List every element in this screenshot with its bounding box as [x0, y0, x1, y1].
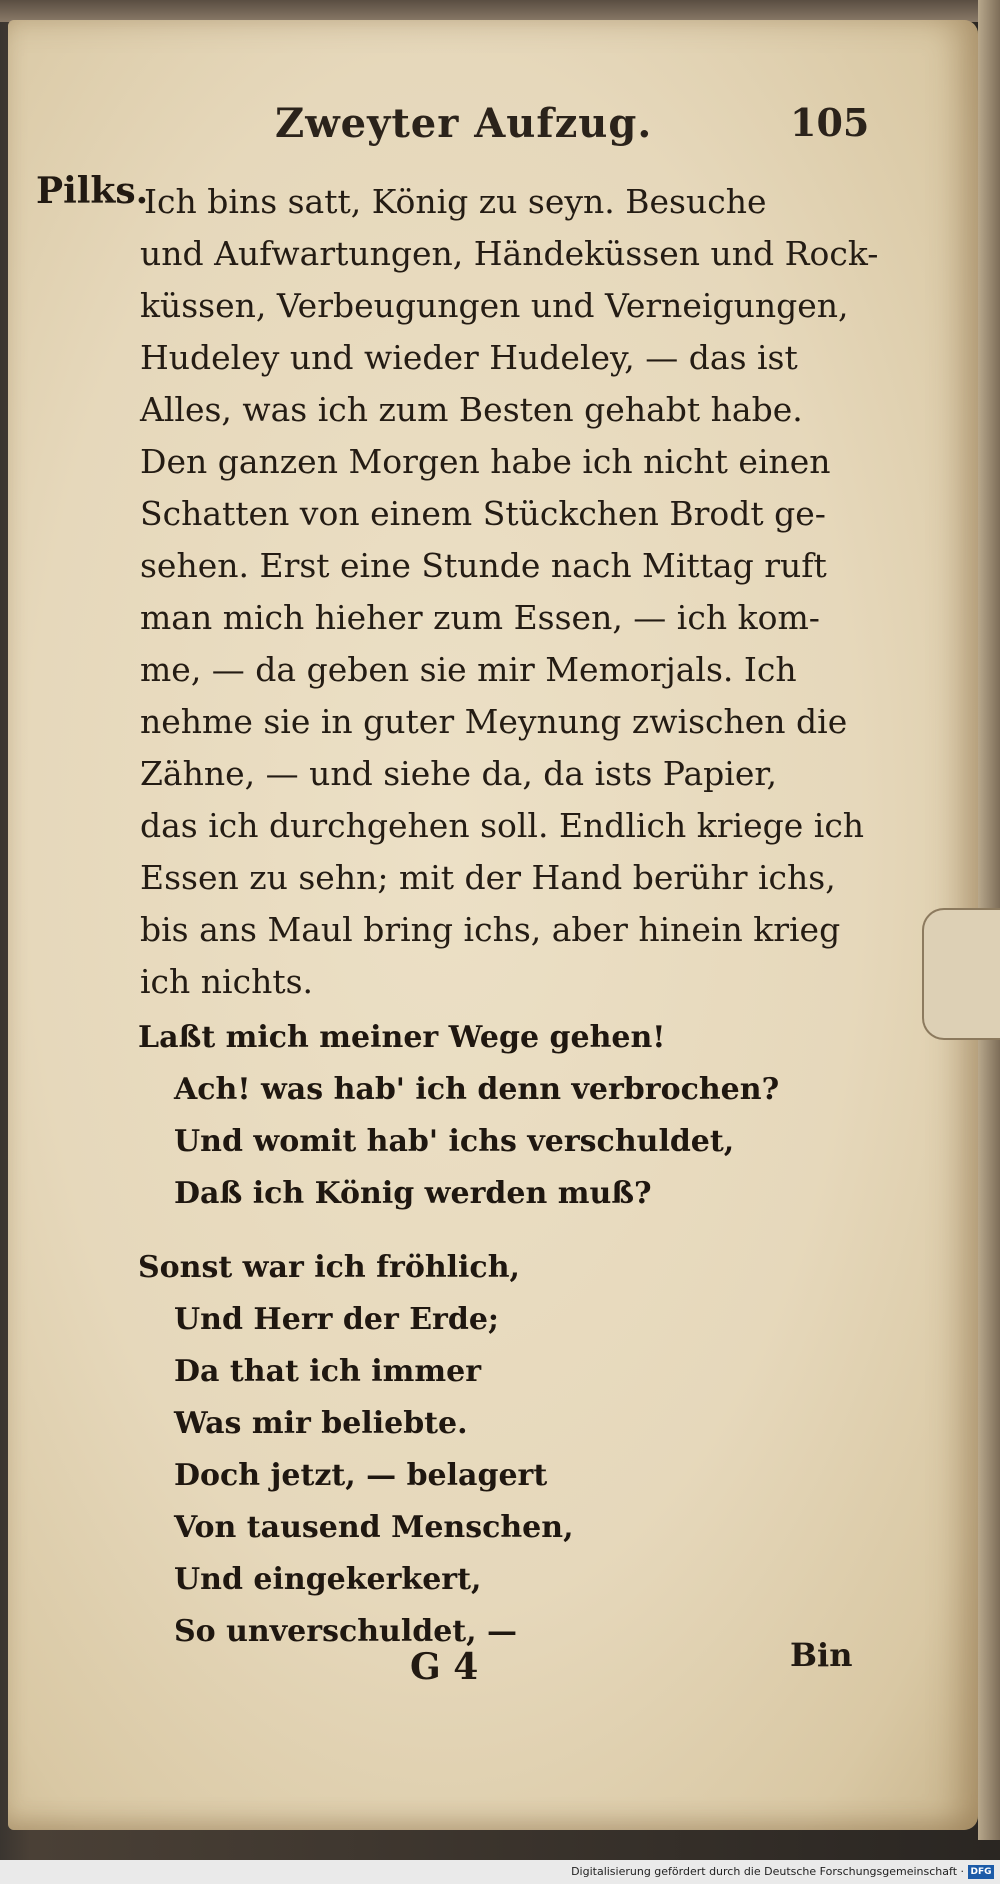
verse-line: Und eingekerkert, [174, 1562, 482, 1597]
verse-line: Und womit hab' ichs verschuldet, [174, 1124, 735, 1159]
verse-stanza-2 [138, 1242, 898, 1658]
prose-line: Ich bins satt, König zu seyn. Besuche [144, 182, 767, 221]
prose-line: ich nichts. [140, 962, 314, 1001]
prose-line: Zähne, — und siehe da, da ists Papier, [140, 754, 778, 793]
prose-line: bis ans Maul bring ichs, aber hinein krieg [140, 910, 841, 949]
prose-line: man mich hieher zum Essen, — ich kom- [140, 598, 820, 637]
prose-line: Den ganzen Morgen habe ich nicht einen [140, 442, 831, 481]
prose-line: nehme sie in guter Meynung zwischen die [140, 702, 848, 741]
credit-text: Digitalisierung gefördert durch die Deutsche Forschungsgemeinschaft · [571, 1865, 964, 1878]
prose-block [36, 176, 879, 1008]
catchword: Bin [790, 1636, 853, 1674]
verse-line: Da that ich immer [174, 1354, 482, 1389]
running-head: Zweyter Aufzug. [275, 100, 653, 147]
verse-stanza-1 [138, 1012, 898, 1220]
verse-line: Daß ich König werden muß? [174, 1176, 652, 1211]
dfg-logo-icon[interactable]: DFG [968, 1865, 994, 1879]
digitization-credit-bar [0, 1860, 1000, 1884]
verse-line: Ach! was hab' ich denn verbrochen? [174, 1072, 780, 1107]
book-top-edge [0, 0, 1000, 22]
prose-line: das ich durchgehen soll. Endlich kriege ich [140, 806, 865, 845]
verse-line: Laßt mich meiner Wege gehen! [138, 1020, 666, 1055]
speaker-name: Pilks. [36, 170, 149, 212]
verse-line: So unverschuldet, — [174, 1614, 518, 1649]
signature-mark: G 4 [410, 1646, 479, 1688]
page-header [0, 100, 1000, 160]
verse-line: Von tausend Menschen, [174, 1510, 574, 1545]
page-number: 105 [790, 100, 870, 145]
prose-line: und Aufwartungen, Händeküssen und Rock- [140, 234, 879, 273]
verse-line: Sonst war ich fröhlich, [138, 1250, 520, 1285]
verse-line: Was mir beliebte. [174, 1406, 468, 1441]
verse-line: Doch jetzt, — belagert [174, 1458, 548, 1493]
prose-line: Hudeley und wieder Hudeley, — das ist [140, 338, 798, 377]
prose-line: Alles, was ich zum Besten gehabt habe. [140, 390, 803, 429]
prose-line: me, — da geben sie mir Memorjals. Ich [140, 650, 797, 689]
prose-line: Essen zu sehn; mit der Hand berühr ichs, [140, 858, 836, 897]
prose-line: sehen. Erst eine Stunde nach Mittag ruft [140, 546, 827, 585]
page-tab-marker [922, 908, 1000, 1040]
prose-line: küssen, Verbeugungen und Verneigungen, [140, 286, 849, 325]
prose-line: Schatten von einem Stückchen Brodt ge- [140, 494, 826, 533]
verse-line: Und Herr der Erde; [174, 1302, 500, 1337]
